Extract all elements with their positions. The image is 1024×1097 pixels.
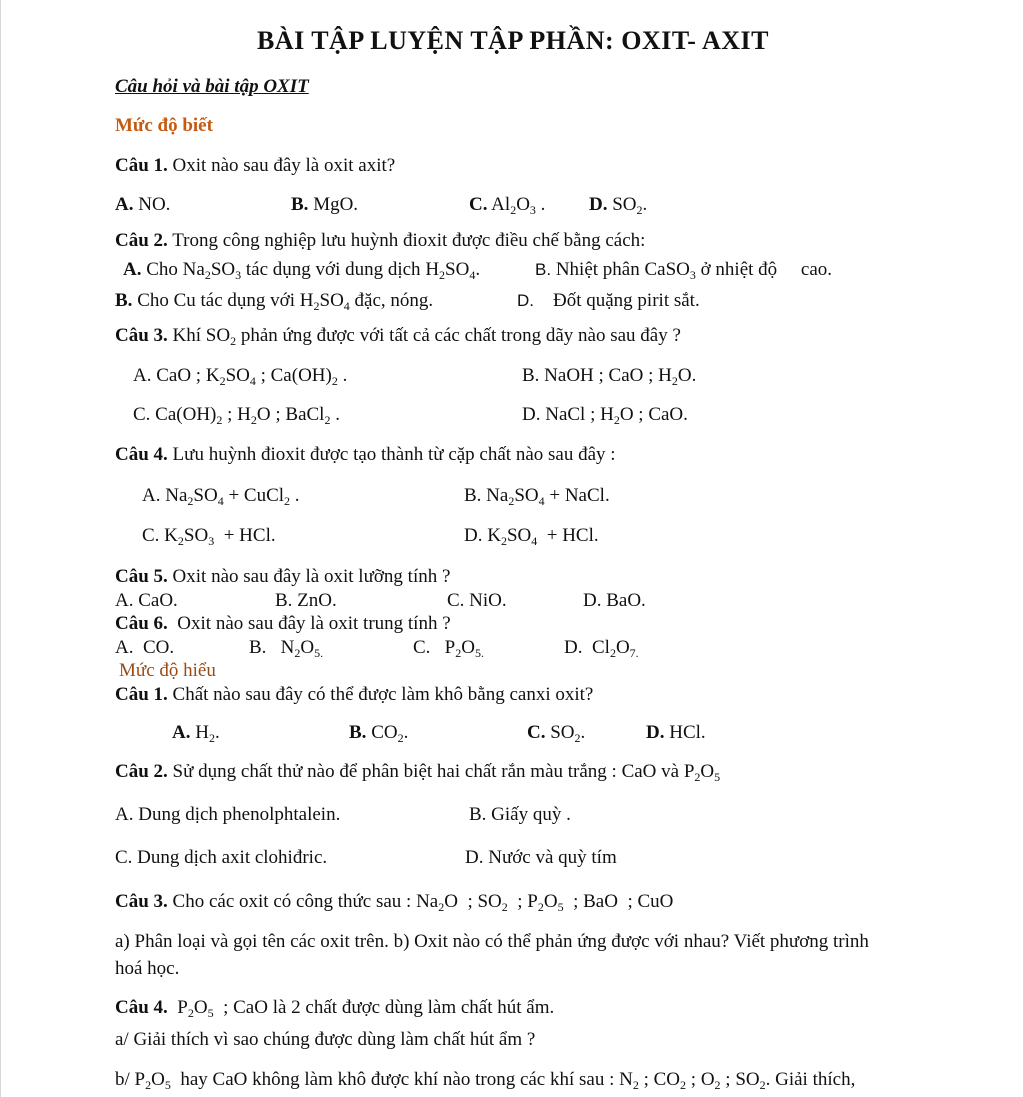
option-a: A. NO. [115, 194, 171, 215]
question-4-understand: Câu 4. $P_2O_5$ ; CaO là 2 chất được dùng làm chất hút ẩm. [115, 997, 555, 1020]
option-d: D. $SO_2$. [589, 194, 648, 217]
option-b: B. ZnO. [275, 590, 337, 611]
level-heading-know: Mức độ biết [115, 115, 213, 136]
option-c: C. NiO. [447, 590, 507, 611]
question-5-know: Câu 5. Oxit nào sau đây là oxit lưỡng tính ? [115, 566, 451, 587]
option-b: B. NaOH ; CaO ; $H_2O$. [522, 365, 697, 388]
option-b: B. $N_2O_{5.}$ [249, 637, 324, 660]
question-text: Oxit nào sau đây là oxit axit? [172, 155, 396, 176]
page-title: BÀI TẬP LUYỆN TẬP PHẦN: OXIT- AXIT [256, 26, 770, 55]
option-a: A. CaO ; $K_2SO_4$ ; $Ca(OH)_2$ . [133, 365, 348, 388]
option-d: D. HCl. [646, 722, 706, 743]
level-heading-understand: Mức độ hiểu [119, 660, 216, 681]
option-d: D. Đốt quặng pirit sắt. [517, 290, 700, 311]
question-1-understand: Câu 1. Chất nào sau đây có thể được làm khô bằng canxi oxit? [115, 684, 594, 705]
option-c: C. $K_2SO_3$ + HCl. [142, 525, 276, 548]
option-a: A. CaO. [115, 590, 178, 611]
option-c: C. $Ca(OH)_2$ ; $H_2O$ ; BaCl$_2$ . [133, 404, 340, 427]
question-2-understand: Câu 2. Sử dụng chất thử nào để phân biệt hai chất rắn màu trắng : CaO và $P_2O_5$ [115, 761, 721, 784]
option-d: D. $Cl_2O_{7.}$ [564, 637, 639, 660]
option-a: A. $Na_2SO_4$ + CuCl$_2$ . [142, 485, 300, 508]
option-d: D. Nước và quỳ tím [465, 847, 617, 868]
question-label: Câu 1. [115, 155, 168, 176]
option-b: B. $Na_2SO_4$ + NaCl. [464, 485, 610, 508]
question-1-know [115, 155, 395, 177]
question-6-know: Câu 6. Oxit nào sau đây là oxit trung tính ? [115, 613, 451, 634]
question-3-task-line-1: a) Phân loại và gọi tên các oxit trên. b) Oxit nào có thể phản ứng được với nhau? Viết phương trình [115, 931, 869, 952]
option-c: C. $P_2O_{5.}$ [413, 637, 484, 660]
option-b: B. $CO_2$. [349, 722, 409, 745]
option-d: D. $K_2SO_4$ + HCl. [464, 525, 599, 548]
option-b: B. Giấy quỳ . [469, 804, 571, 825]
option-a: A. Dung dịch phenolphtalein. [115, 804, 341, 825]
option-d: D. BaO. [583, 590, 646, 611]
option-d: D. NaCl ; $H_2O$ ; CaO. [522, 404, 688, 427]
question-3-understand: Câu 3. Cho các oxit có công thức sau : $Na_2O$ ; $SO_2$ ; $P_2O_5$ ; BaO ; CuO [115, 891, 674, 914]
option-b: B. Nhiệt phân CaSO$_3$ ở nhiệt độ cao. [535, 259, 833, 282]
option-c: C. Dung dịch axit clohiđric. [115, 847, 328, 868]
question-3-know: Câu 3. Khí $SO_2$ phản ứng được với tất cả các chất trong dãy nào sau đây ? [115, 325, 681, 348]
option-c: B. Cho Cu tác dụng với $H_2SO_4$ đặc, nóng. [115, 290, 434, 313]
option-c: C. $SO_2$. [527, 722, 586, 745]
question-3-task-line-2: hoá học. [115, 958, 180, 979]
option-c: C. $Al_2O_3$ . [469, 194, 546, 217]
question-4-know: Câu 4. Lưu huỳnh đioxit được tạo thành từ cặp chất nào sau đây : [115, 444, 616, 465]
question-2-know: Câu 2. Trong công nghiệp lưu huỳnh đioxit được điều chế bằng cách: [115, 230, 646, 251]
section-heading: Câu hỏi và bài tập OXIT [115, 76, 309, 97]
option-a: A. CO. [115, 637, 175, 658]
option-a: A. Cho $Na_2SO_3$ tác dụng với dung dịch $H_2SO_4$. [123, 259, 481, 282]
question-4-part-b: b/ $P_2O_5$ hay CaO không làm khô được khí nào trong các khí sau : $N_2$ ; $CO_2$ ; $O_2$ ; $SO_2$. Giải thích, [115, 1069, 856, 1092]
option-b: B. MgO. [291, 194, 359, 215]
question-4-part-a: a/ Giải thích vì sao chúng được dùng làm chất hút ẩm ? [115, 1029, 536, 1050]
option-a: A. $H_2$. [172, 722, 220, 745]
